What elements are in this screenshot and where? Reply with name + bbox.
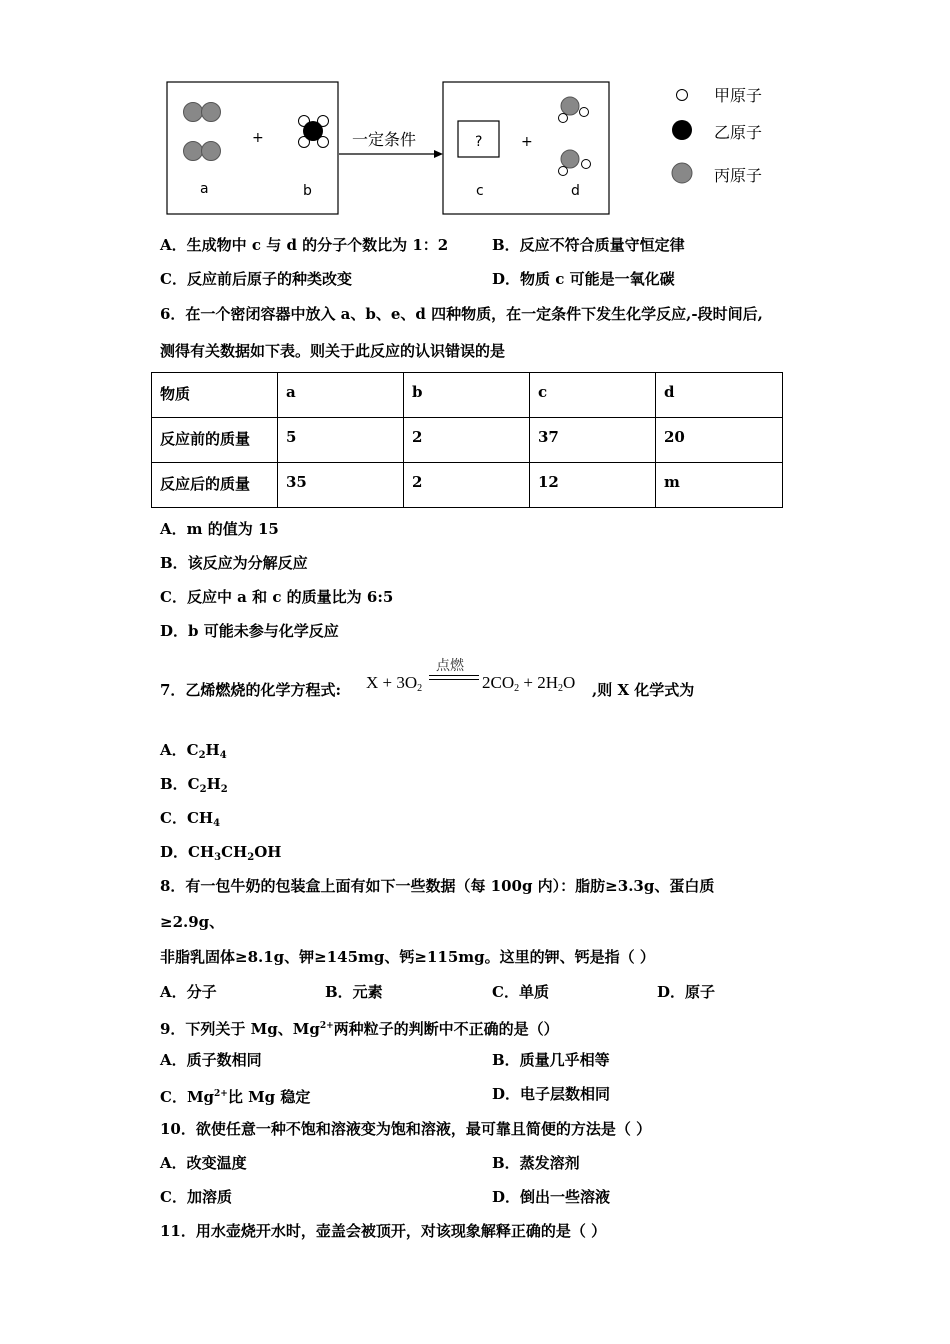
table-cell: a	[278, 373, 404, 418]
legend-grey-atom-icon	[672, 163, 692, 183]
table-cell: 12	[530, 463, 656, 508]
label-b: b	[303, 183, 312, 199]
q10-option-d: D．倒出一些溶液	[492, 1188, 611, 1206]
eq-condition: 点燃	[436, 659, 464, 674]
table-cell: 5	[278, 418, 404, 463]
q6-option-a: A．m 的值为 15	[160, 520, 279, 538]
q8-stem-line3: 非脂乳固体≥8.1g、钾≥145mg、钙≥115mg。这里的钾、钙是指（ ）	[160, 948, 655, 966]
reaction-diagram	[0, 0, 950, 230]
label-c: c	[476, 183, 484, 199]
legend-black-atom-icon	[672, 120, 692, 140]
molecule-d-icon	[559, 97, 591, 176]
q11-stem: 11．用水壶烧开水时，壶盖会被顶开，对该现象解释正确的是（ ）	[160, 1222, 607, 1240]
question-mark: ?	[475, 134, 483, 150]
label-d: d	[571, 183, 580, 199]
eq-rhs-co2: 2CO	[482, 673, 515, 692]
q7-option-a: A．$C_2H_4$	[160, 741, 227, 761]
table-cell: 反应前的质量	[152, 418, 278, 463]
label-a: a	[200, 181, 209, 197]
legend-bing: 丙原子	[714, 166, 763, 185]
arrow-label: 一定条件	[352, 130, 417, 149]
table-header-row	[152, 373, 783, 418]
table-cell: 35	[278, 463, 404, 508]
q6-data-table	[151, 372, 783, 508]
q9-option-c: C．$Mg^{2+}$比 Mg 稳定	[160, 1088, 311, 1106]
q8-option-b: B．元素	[325, 983, 383, 1001]
q6-option-c: C．反应中 a 和 c 的质量比为 6:5	[160, 588, 394, 606]
q6-stem-line1: 6．在一个密闭容器中放入 a、b、e、d 四种物质，在一定条件下发生化学反应,-段时间后,	[160, 305, 763, 323]
legend-jia: 甲原子	[714, 86, 763, 105]
q7-option-c: C．$CH_4$	[160, 809, 221, 829]
legend-white-atom-icon	[677, 90, 688, 101]
table-cell: 2	[404, 463, 530, 508]
q7-equation: 点燃 $X + 3O_2$ $2CO_2 + 2H_2O$	[366, 655, 596, 705]
q6-option-b: B．该反应为分解反应	[160, 554, 308, 572]
q7-stem-post: ,则 X 化学式为	[592, 681, 695, 699]
q8-option-d: D．原子	[657, 983, 716, 1001]
q6-option-d: D．b 可能未参与化学反应	[160, 622, 339, 640]
table-row	[152, 463, 783, 508]
table-cell: 反应后的质量	[152, 463, 278, 508]
molecule-a-icon	[184, 103, 221, 161]
table-cell: 37	[530, 418, 656, 463]
table-cell: 物质	[152, 373, 278, 418]
table-cell: m	[656, 463, 783, 508]
q9-option-d: D．电子层数相同	[492, 1085, 611, 1103]
q9-option-a: A．质子数相同	[160, 1051, 262, 1069]
q7-option-d: D．$CH_3CH_2OH$	[160, 843, 282, 863]
table-row	[152, 418, 783, 463]
q5-option-b: B．反应不符合质量守恒定律	[492, 236, 685, 254]
arrow-head-icon	[434, 150, 443, 158]
eq-lhs: X + 3O	[366, 673, 418, 692]
table-cell: 2	[404, 418, 530, 463]
q7-option-b: B．$C_2H_2$	[160, 775, 228, 795]
q9-stem: 9．下列关于 Mg、$Mg^{2+}$两种粒子的判断中不正确的是（）	[160, 1020, 559, 1038]
q7-stem-pre: 7．乙烯燃烧的化学方程式:	[160, 681, 341, 699]
molecule-b-icon	[299, 116, 329, 148]
q6-stem-line2: 测得有关数据如下表。则关于此反应的认识错误的是	[160, 342, 506, 360]
legend-yi: 乙原子	[714, 123, 763, 142]
q5-option-a: A．生成物中 c 与 d 的分子个数比为 1：2	[160, 236, 449, 254]
table-cell: c	[530, 373, 656, 418]
plus-sign: +	[252, 130, 264, 146]
plus-sign-2: +	[521, 134, 533, 150]
q10-option-c: C．加溶质	[160, 1188, 232, 1206]
q5-option-d: D．物质 c 可能是一氧化碳	[492, 270, 675, 288]
table-cell: d	[656, 373, 783, 418]
table-cell: b	[404, 373, 530, 418]
q5-option-c: C．反应前后原子的种类改变	[160, 270, 352, 288]
q8-stem-line1: 8．有一包牛奶的包装盒上面有如下一些数据（每 100g 内）：脂肪≥3.3g、蛋白质	[160, 877, 715, 895]
q10-stem: 10．欲使任意一种不饱和溶液变为饱和溶液，最可靠且简便的方法是（ ）	[160, 1120, 652, 1138]
q8-option-a: A．分子	[160, 983, 217, 1001]
q8-stem-line2: ≥2.9g、	[160, 913, 225, 931]
eq-rhs-h2o: + 2H	[519, 673, 558, 692]
q10-option-b: B．蒸发溶剂	[492, 1154, 580, 1172]
q8-option-c: C．单质	[492, 983, 549, 1001]
q10-option-a: A．改变温度	[160, 1154, 247, 1172]
table-cell: 20	[656, 418, 783, 463]
q9-option-b: B．质量几乎相等	[492, 1051, 610, 1069]
